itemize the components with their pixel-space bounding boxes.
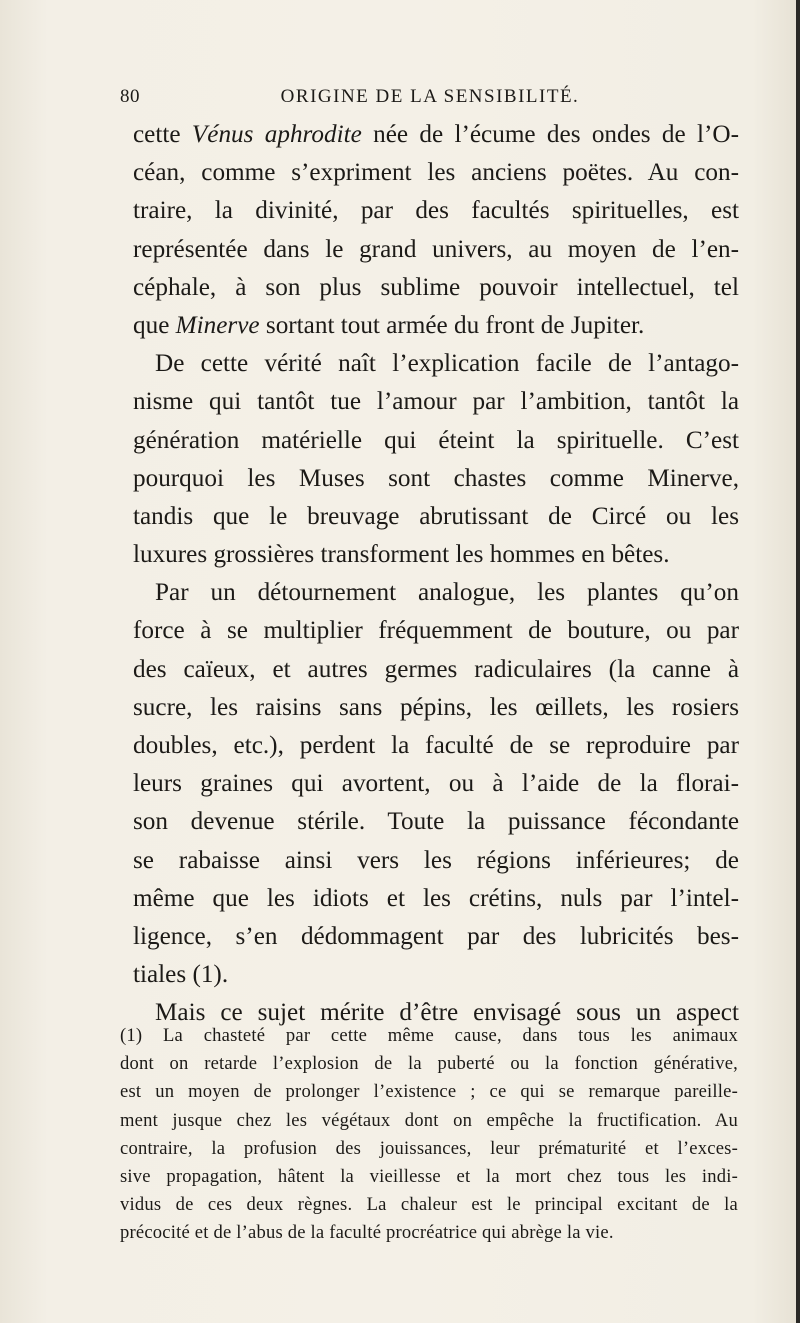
footnote-line: est un moyen de prolonger l’existence ; ce qui se remarque pareille-: [120, 1081, 738, 1103]
body-line: représentée dans le grand univers, au moyen de l’en-: [133, 235, 739, 263]
body-line: nisme qui tantôt tue l’amour par l’ambition, tantôt la: [133, 388, 739, 416]
italic-name: Minerve: [175, 311, 260, 339]
footnote-line: (1) La chasteté par cette même cause, dans tous les animaux: [120, 1025, 738, 1046]
page-number: 80: [120, 86, 140, 107]
line-fragment: née de l’écume des ondes de l’O-: [361, 121, 739, 148]
body-line: céphale, à son plus sublime pouvoir intellectuel, tel: [133, 273, 739, 301]
body-line: tiales (1).: [133, 961, 229, 989]
body-line: De cette vérité naît l’explication facile de l’antago-: [155, 350, 739, 378]
body-line: tandis que le breuvage abrutissant de Circé ou les: [133, 502, 739, 530]
line-fragment: que: [133, 311, 176, 339]
body-line: ligence, s’en dédommagent par des lubricités bes-: [133, 922, 739, 950]
body-line: [133, 307, 739, 345]
page-edge: [796, 0, 800, 1323]
line-fragment: cette: [133, 121, 192, 148]
footnote-line: contraire, la profusion des jouissances, leur prématurité et l’exces-: [120, 1137, 738, 1159]
body-line: force à se multiplier fréquemment de bouture, ou par: [133, 617, 739, 645]
body-line: doubles, etc.), perdent la faculté de se reproduire par: [133, 732, 739, 759]
body-line: traire, la divinité, par des facultés spirituelles, est: [133, 197, 739, 225]
body-text: [133, 116, 739, 1033]
footnote-line: sive propagation, hâtent la vieillesse et la mort chez tous les indi-: [120, 1165, 738, 1187]
body-line: se rabaisse ainsi vers les régions inférieures; de: [133, 846, 739, 874]
footnote: [120, 1022, 738, 1248]
footnote-line: ment jusque chez les végétaux dont on empêche la fructification. Au: [120, 1109, 738, 1131]
body-line: [133, 116, 739, 154]
running-title: ORIGINE DE LA SENSIBILITÉ.: [280, 86, 580, 107]
body-line: sucre, les raisins sans pépins, les œillets, les rosiers: [133, 693, 739, 721]
page-header: [120, 86, 740, 116]
body-line: luxures grossières transforment les hommes en bêtes.: [133, 541, 670, 569]
body-line: céan, comme s’expriment les anciens poëtes. Au con-: [133, 159, 739, 187]
footnote-line: dont on retarde l’explosion de la puberté ou la fonction générative,: [120, 1053, 738, 1075]
line-fragment: sortant tout armée du front de Jupiter.: [259, 311, 645, 339]
body-line: génération matérielle qui éteint la spirituelle. C’est: [133, 426, 739, 454]
footnote-line: vidus de ces deux règnes. La chaleur est le principal excitant de la: [120, 1194, 738, 1216]
body-line: son devenue stérile. Toute la puissance fécondante: [133, 808, 739, 836]
body-line: Mais ce sujet mérite d’être envisagé sous un aspect: [155, 999, 739, 1027]
body-line: leurs graines qui avortent, ou à l’aide de la florai-: [133, 770, 739, 798]
body-line: même que les idiots et les crétins, nuls par l’intel-: [133, 884, 739, 912]
body-line: des caïeux, et autres germes radiculaires (la canne à: [133, 655, 739, 683]
footnote-line: précocité et de l’abus de la faculté procréatrice qui abrège la vie.: [120, 1222, 614, 1244]
body-line: Par un détournement analogue, les plantes qu’on: [155, 579, 739, 607]
body-line: pourquoi les Muses sont chastes comme Minerve,: [133, 464, 739, 492]
italic-name: Vénus aphrodite: [191, 121, 362, 148]
